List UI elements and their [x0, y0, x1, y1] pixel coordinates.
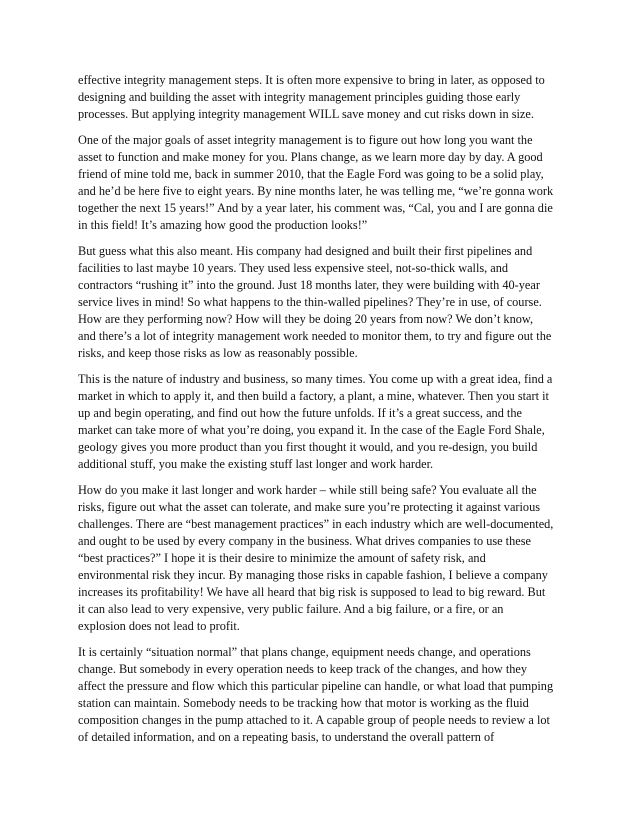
- text-line: But guess what this also meant. His company had designed and built their first pipelines and: [78, 244, 533, 258]
- text-line: effective integrity management steps. It is often more expensive to bring in later, as opposed to: [78, 73, 545, 87]
- text-line: friend of mine told me, back in summer 2010, that the Eagle Ford was going to be a solid play,: [78, 167, 544, 181]
- paragraph: [78, 644, 568, 746]
- paragraph: [78, 132, 568, 234]
- text-line: designing and building the asset with integrity management principles guiding those early: [78, 90, 521, 104]
- text-line: of detailed information, and on a repeating basis, to understand the overall pattern of: [78, 730, 495, 744]
- text-line: facilities to last maybe 10 years. They used less expensive steel, not-so-thick walls, and: [78, 261, 509, 275]
- text-line: contractors “rushing it” into the ground. Just 18 months later, they were building with 40-year: [78, 278, 540, 292]
- text-line: service lives in mind! So what happens to the thin-walled pipelines? They’re in use, of course.: [78, 295, 542, 309]
- text-line: and there’s a lot of integrity management work needed to monitor them, to try and figure out the: [78, 329, 552, 343]
- text-line: affect the pressure and flow which this particular pipeline can handle, or what load that pumping: [78, 679, 554, 693]
- text-line: It is certainly “situation normal” that plans change, equipment needs change, and operations: [78, 645, 531, 659]
- text-line: together the next 15 years!” And by a year later, his comment was, “Cal, you and I are gonna die: [78, 201, 553, 215]
- text-line: it can also lead to very expensive, very public failure. And a big failure, or a fire, or an: [78, 602, 504, 616]
- text-line: processes. But applying integrity management WILL save money and cut risks down in size.: [78, 107, 534, 121]
- paragraph: [78, 243, 568, 362]
- text-line: This is the nature of industry and business, so many times. You come up with a great idea, find a: [78, 372, 553, 386]
- paragraph: [78, 371, 568, 473]
- text-line: market can take more of what you’re doing, you expand it. In the case of the Eagle Ford Shale,: [78, 423, 545, 437]
- text-line: up and begin operating, and find out how the future unfolds. If it’s a great success, and the: [78, 406, 522, 420]
- text-line: additional stuff, you make the existing stuff last longer and work harder.: [78, 457, 434, 471]
- text-line: increases its profitability! We have all heard that big risk is supposed to lead to big reward. But: [78, 585, 546, 599]
- text-line: asset to function and make money for you. Plans change, as we learn more day by day. A good: [78, 150, 543, 164]
- paragraph: [78, 72, 568, 123]
- text-line: “best practices?” I hope it is their desire to minimize the amount of safety risk, and: [78, 551, 486, 565]
- text-line: and he’d be here five to eight years. By nine months later, he was telling me, “we’re gonna work: [78, 184, 554, 198]
- text-line: environmental risk they incur. By managing those risks in capable fashion, I believe a company: [78, 568, 548, 582]
- text-line: How are they performing now? How will they be doing 20 years from now? We don’t know,: [78, 312, 534, 326]
- text-line: risks, and keep those risks as low as reasonably possible.: [78, 346, 358, 360]
- text-line: composition changes in the pump attached to it. A capable group of people needs to review a lot: [78, 713, 550, 727]
- text-line: risks, figure out what the asset can tolerate, and make sure you’re protecting it against various: [78, 500, 541, 514]
- body-text: [78, 72, 568, 755]
- text-line: change. But somebody in every operation needs to keep track of the changes, and how they: [78, 662, 528, 676]
- text-line: explosion does not lead to profit.: [78, 619, 240, 633]
- text-line: How do you make it last longer and work harder – while still being safe? You evaluate all the: [78, 483, 537, 497]
- text-line: and ought to be used by every company in the business. What drives companies to use these: [78, 534, 531, 548]
- paragraph: [78, 482, 568, 635]
- text-line: challenges. There are “best management practices” in each industry which are well-documented,: [78, 517, 554, 531]
- text-line: One of the major goals of asset integrity management is to figure out how long you want the: [78, 133, 533, 147]
- text-line: market in which to apply it, and then build a factory, a plant, a mine, whatever. Then you start it: [78, 389, 549, 403]
- text-line: station can maintain. Somebody needs to be tracking how that motor is working as the fluid: [78, 696, 529, 710]
- text-line: geology gives you more product than you first thought it would, and you re-design, you build: [78, 440, 538, 454]
- text-line: in this field! It’s amazing how good the production looks!”: [78, 218, 368, 232]
